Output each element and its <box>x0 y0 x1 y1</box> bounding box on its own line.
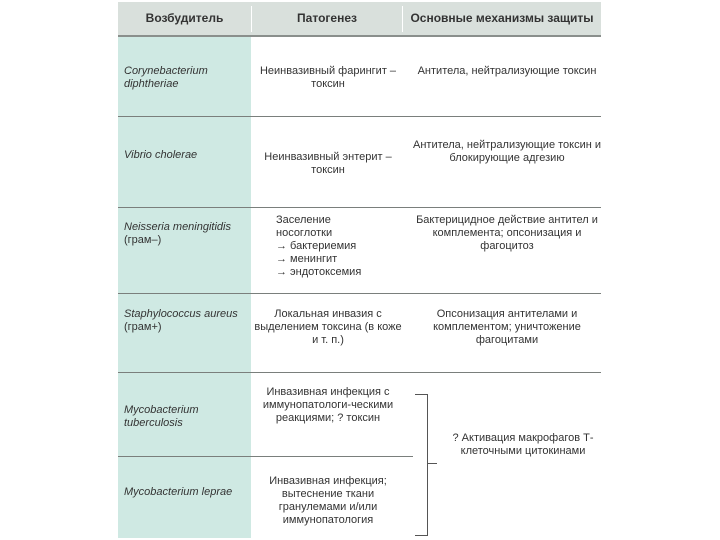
pathogenesis-cell: Локальная инвазия с выделением токсина (в коже и т. п.) <box>254 308 402 346</box>
gram-note: (грам+) <box>124 321 162 333</box>
pathogenesis-cell <box>276 214 426 279</box>
organism-cell: Mycobacterium leprae <box>124 486 233 498</box>
defense-cell: Антитела, нейтрализующие токсин и блокирующие адгезию <box>413 139 602 164</box>
pathogenesis-cell: Неинвазивный энтерит – токсин <box>264 151 392 176</box>
pathogenesis-cell: Инвазивная инфекция; вытеснение ткани гранулемами и/или иммунопатология <box>269 475 387 526</box>
defense-cell: Антитела, нейтрализующие токсин <box>417 65 597 77</box>
pathogenesis-line: → эндотоксемия <box>276 266 362 278</box>
pathogen-table <box>118 2 601 538</box>
row-divider <box>118 293 601 294</box>
pathogen-column-background <box>118 37 251 538</box>
defense-cell: Бактерицидное действие антител и комплемента; опсонизация и фагоцитоз <box>416 214 598 252</box>
organism-cell <box>124 308 248 334</box>
row-divider <box>118 116 601 117</box>
pathogenesis-line: → бактериемия <box>276 240 357 252</box>
pathogenesis-cell: Неинвазивный фарингит – токсин <box>259 65 397 90</box>
organism-cell: Corynebacterium diphtheriae <box>124 65 208 90</box>
header-pathogenesis: Патогенез <box>297 11 357 25</box>
defense-cell: Опсонизация антителами и комплементом; уничтожение фагоцитами <box>433 308 581 346</box>
organism-name: Neisseria meningitidis <box>124 221 231 233</box>
header-pathogen: Возбудитель <box>145 11 224 25</box>
pathogenesis-line: → менингит <box>276 253 338 265</box>
pathogenesis-line: носоглотки <box>276 227 333 239</box>
row-divider <box>118 372 601 373</box>
grouping-bracket <box>415 394 428 536</box>
bracket-tip <box>427 463 437 464</box>
organism-name: Staphylococcus aureus <box>124 308 238 320</box>
shared-defense-cell: ? Активация макрофагов Т-клеточными цитокинами <box>452 432 594 457</box>
organism-cell: Vibrio cholerae <box>124 149 198 161</box>
pathogenesis-cell: Инвазивная инфекция с иммунопатологи-ческими реакциями; ? токсин <box>262 386 394 424</box>
row-divider <box>118 456 413 457</box>
header-defense: Основные механизмы защиты <box>410 11 594 25</box>
row-divider <box>118 207 601 208</box>
organism-cell <box>124 221 248 247</box>
organism-cell: Mycobacterium tuberculosis <box>124 404 199 429</box>
table-header <box>118 2 601 37</box>
pathogenesis-line: Заселение <box>276 214 331 226</box>
gram-note: (грам–) <box>124 234 162 246</box>
